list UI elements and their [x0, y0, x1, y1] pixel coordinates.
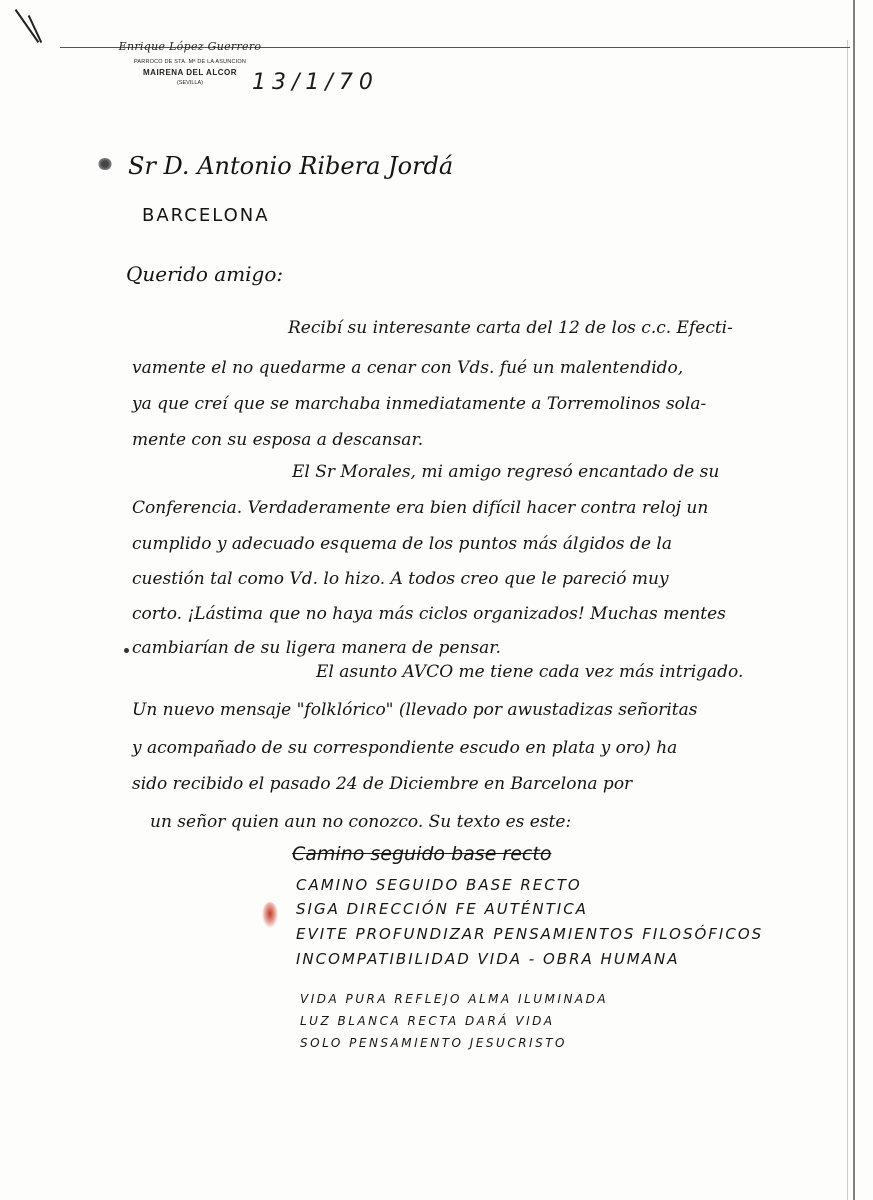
letterhead-subtitle: PARROCO DE STA. Mª DE LA ASUNCION: [133, 59, 247, 65]
body-line: El asunto AVCO me tiene cada vez más intrigado.: [316, 662, 744, 682]
message-line: SOLO PENSAMIENTO JESUCRISTO: [300, 1036, 567, 1050]
body-line: vamente el no quedarme a cenar con Vds. fué un malentendido,: [132, 358, 684, 378]
letterhead-town: MAIRENA DEL ALCOR: [143, 68, 237, 77]
letterhead: [110, 40, 270, 86]
body-line: cumplido y adecuado esquema de los puntos más álgidos de la: [132, 534, 672, 554]
ink-dot: [124, 648, 129, 653]
message-line: VIDA PURA REFLEJO ALMA ILUMINADA: [300, 992, 609, 1006]
salutation: Querido amigo:: [126, 262, 284, 286]
body-line: El Sr Morales, mi amigo regresó encantado de su: [292, 462, 720, 482]
scan-edge-line: [847, 40, 848, 1200]
red-ink-stain: [262, 902, 278, 928]
message-line: SIGA DIRECCIÓN FE AUTÉNTICA: [296, 900, 588, 918]
message-line: INCOMPATIBILIDAD VIDA - OBRA HUMANA: [296, 950, 680, 968]
body-line: sido recibido el pasado 24 de Diciembre en Barcelona por: [132, 774, 633, 794]
scan-artifact-mark: [15, 9, 40, 43]
letter-date: 13/1/70: [252, 70, 379, 95]
letterhead-province: (SEVILLA): [177, 80, 203, 86]
body-line: un señor quien aun no conozco. Su texto es este:: [150, 812, 572, 832]
body-line: Un nuevo mensaje "folklórico" (llevado por awustadizas señoritas: [132, 700, 698, 720]
message-line: EVITE PROFUNDIZAR PENSAMIENTOS FILOSÓFICOS: [296, 925, 764, 943]
struck-message-line: Camino seguido base recto: [292, 843, 552, 865]
body-line: cuestión tal como Vd. lo hizo. A todos creo que le pareció muy: [132, 569, 669, 589]
body-line: y acompañado de su correspondiente escudo en plata y oro) ha: [132, 738, 678, 758]
addressee-city: BARCELONA: [142, 205, 270, 226]
body-line: corto. ¡Lástima que no haya más ciclos organizados! Muchas mentes: [132, 604, 726, 624]
punch-hole-mark: [98, 158, 112, 170]
body-line: mente con su esposa a descansar.: [132, 430, 424, 450]
message-line: LUZ BLANCA RECTA DARÁ VIDA: [300, 1014, 555, 1028]
body-line: Conferencia. Verdaderamente era bien difícil hacer contra reloj un: [132, 498, 709, 518]
body-line: ya que creí que se marchaba inmediatamente a Torremolinos sola-: [132, 394, 707, 414]
letterhead-name: Enrique López Guerrero: [118, 40, 262, 53]
body-line: cambiarían de su ligera manera de pensar.: [132, 638, 501, 658]
scan-edge-line: [853, 0, 855, 1200]
body-line: Recibí su interesante carta del 12 de los c.c. Efecti-: [288, 318, 733, 338]
message-line: CAMINO SEGUIDO BASE RECTO: [296, 876, 582, 894]
addressee: Sr D. Antonio Ribera Jordá: [128, 152, 454, 180]
